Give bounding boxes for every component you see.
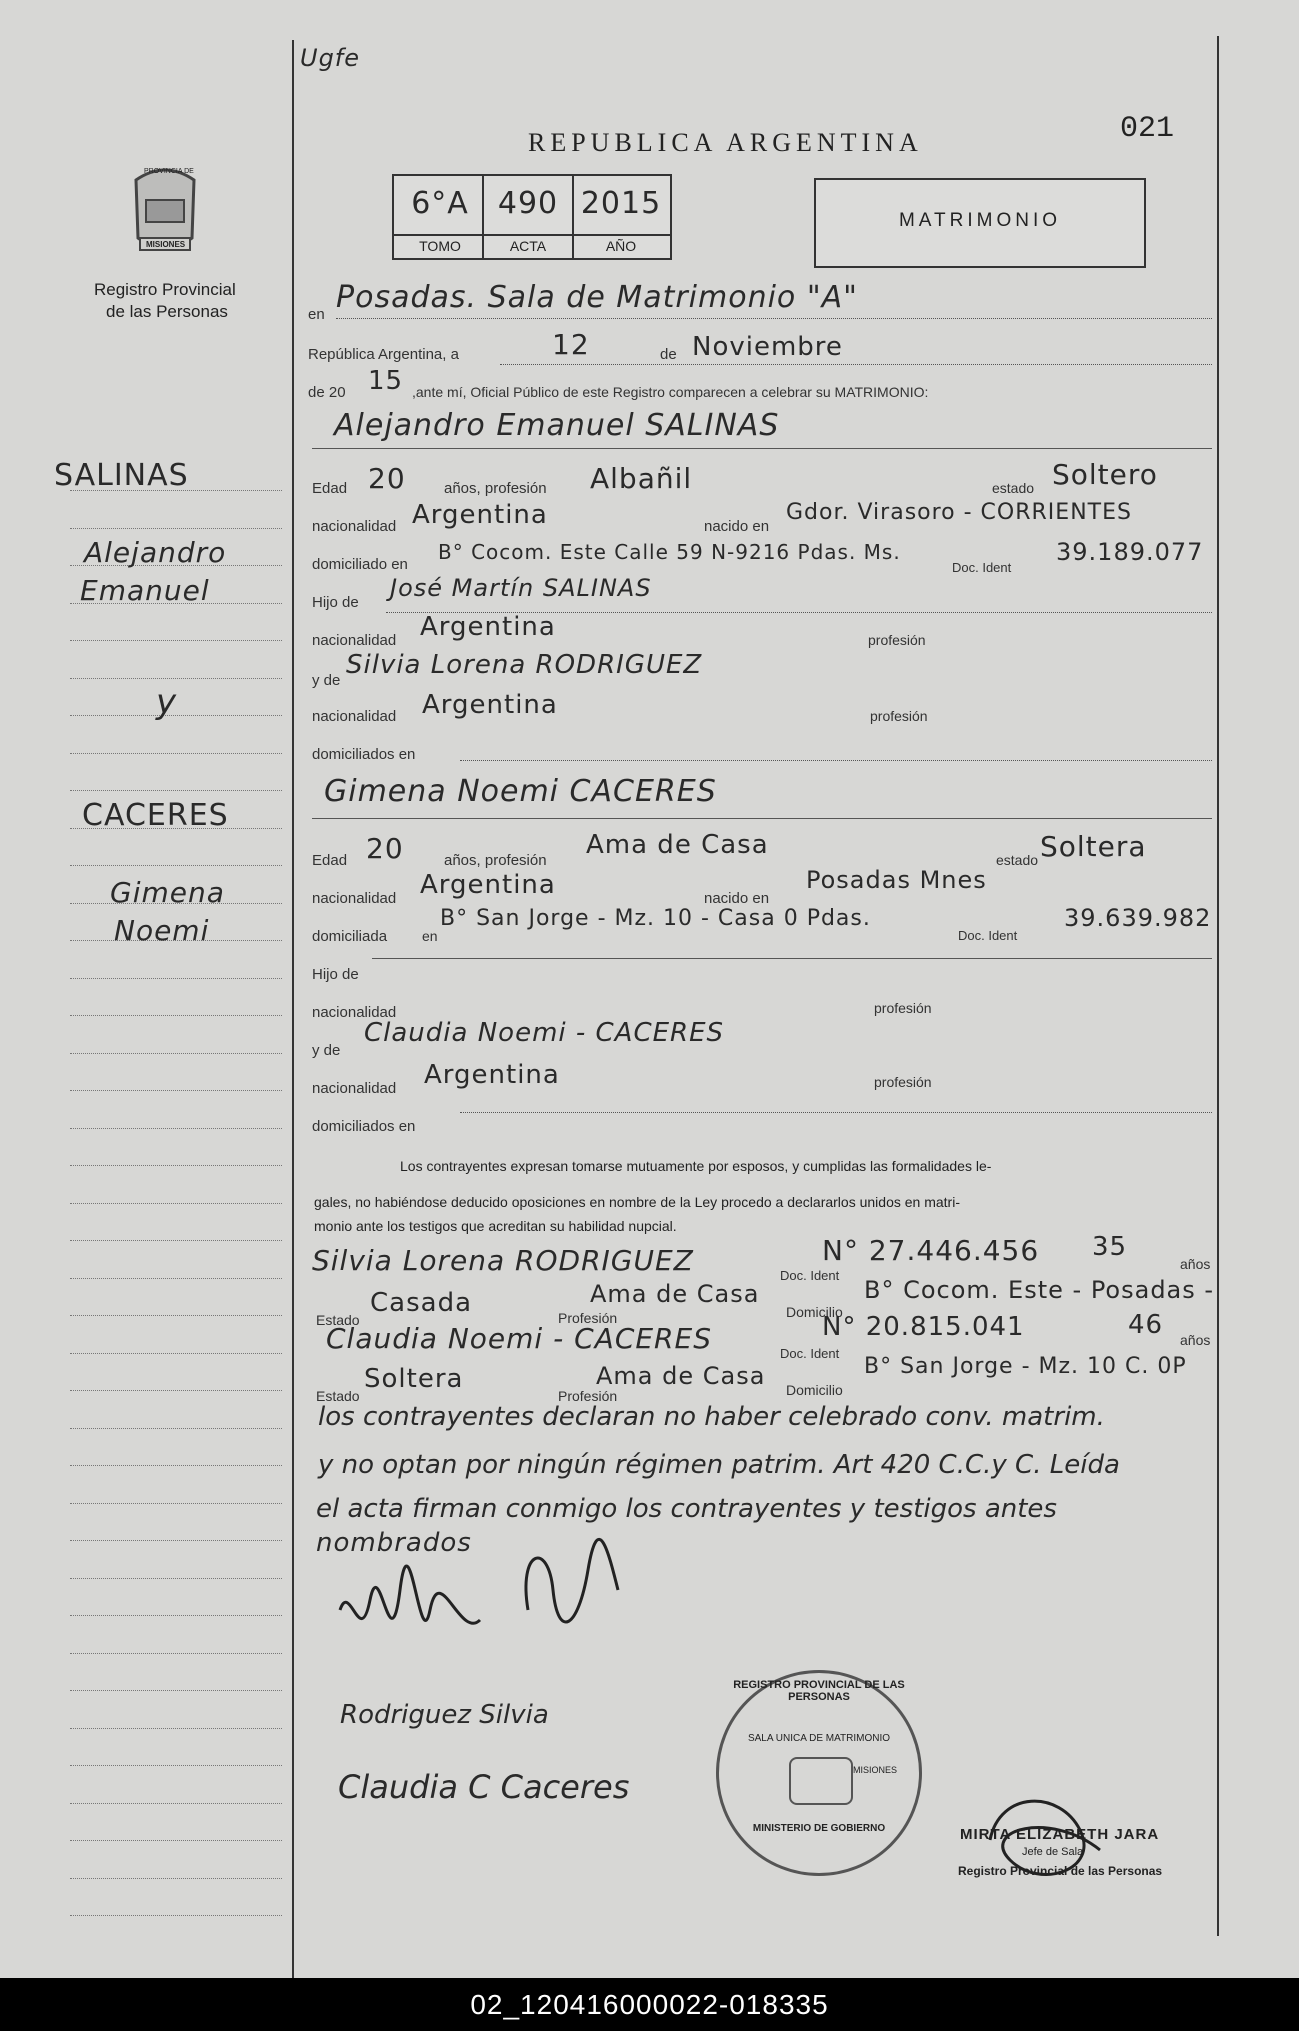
margin-rule	[70, 1353, 282, 1354]
margin-groom-surname: SALINAS	[54, 458, 189, 493]
witness1-signature: Rodriguez Silvia	[340, 1700, 549, 1730]
margin-rule	[70, 790, 282, 791]
statement-line1: Los contrayentes expresan tomarse mutuamente por esposos, y cumplidas las formalidades le-	[400, 1158, 992, 1174]
stamp-inner-bottom: MINISTERIO DE GOBIERNO	[752, 1823, 886, 1834]
label-prof-bride-mother: profesión	[874, 1074, 932, 1090]
witness1-civil-status: Casada	[370, 1288, 473, 1318]
line-place	[336, 318, 1212, 319]
witness2-age: 46	[1128, 1310, 1164, 1340]
margin-rule	[70, 1728, 282, 1729]
margin-groom-given1: Alejandro	[84, 536, 227, 569]
label-nac-father: nacionalidad	[312, 632, 397, 649]
ano-label: AÑO	[605, 238, 637, 254]
label-edad-groom: Edad	[312, 480, 348, 497]
label-domicilio-w1: Domicilio	[786, 1304, 843, 1320]
margin-bride-given2: Noemi	[114, 914, 210, 947]
label-nac-bride-father: nacionalidad	[312, 1004, 397, 1021]
groom-civil-status: Soltero	[1052, 458, 1158, 491]
bride-birthplace: Posadas Mnes	[806, 866, 987, 894]
label-anos-w2: años	[1180, 1332, 1211, 1348]
statement-line3: monio ante los testigos que acreditan su habilidad nupcial.	[314, 1218, 677, 1234]
bride-full-name: Gimena Noemi CACERES	[324, 774, 717, 809]
notes-line3: el acta firman conmigo los contrayentes y testigos antes	[316, 1494, 1057, 1524]
bride-doc-id: 39.639.982	[1064, 904, 1212, 932]
margin-rule	[70, 1465, 282, 1466]
record-box-divider2	[572, 176, 574, 258]
margin-bride-surname: CACERES	[82, 798, 229, 833]
witness1-age: 35	[1092, 1232, 1128, 1262]
label-yde-groom: y de	[312, 672, 341, 689]
act-type-box	[814, 178, 1146, 268]
notes-line1: los contrayentes declaran no haber celebrado conv. matrim.	[318, 1402, 1105, 1432]
bride-signature	[508, 1530, 628, 1640]
bride-domicile: B° San Jorge - Mz. 10 - Casa 0 Pdas.	[440, 906, 871, 931]
margin-rule	[70, 1690, 282, 1691]
line-bride-parents-domicile	[460, 1112, 1212, 1113]
margin-rule	[70, 1053, 282, 1054]
label-prof-w1: Profesión	[558, 1310, 618, 1326]
witness2-doc: N° 20.815.041	[822, 1312, 1025, 1342]
ano-value: 2015	[580, 186, 662, 221]
bride-nationality: Argentina	[420, 870, 556, 900]
groom-signature	[330, 1550, 490, 1680]
line-date	[500, 364, 1212, 365]
label-domiciliados-groom: domiciliados en	[312, 746, 416, 763]
groom-doc-id: 39.189.077	[1056, 538, 1204, 566]
label-domiciliados-bride: domiciliados en	[312, 1118, 416, 1135]
stamp-inner-top: SALA UNICA DE MATRIMONIO	[747, 1733, 891, 1744]
label-anos-prof-bride: años, profesión	[444, 852, 547, 869]
margin-rule	[70, 865, 282, 866]
margin-rule	[70, 1390, 282, 1391]
margin-rule	[70, 1315, 282, 1316]
officer-role: Jefe de Sala	[1022, 1846, 1084, 1858]
witness2-domicile: B° San Jorge - Mz. 10 C. 0P	[864, 1354, 1187, 1379]
act-place: Posadas. Sala de Matrimonio "A"	[336, 280, 858, 315]
notes-line2: y no optan por ningún régimen patrim. Art 420 C.C.y C. Leída	[318, 1450, 1120, 1480]
witness2-profession: Ama de Casa	[596, 1362, 766, 1390]
label-domic-bride: domiciliada	[312, 928, 388, 945]
margin-rule	[70, 1540, 282, 1541]
margin-rule	[70, 1615, 282, 1616]
stamp-ring-text: REGISTRO PROVINCIAL DE LAS PERSONAS	[733, 1679, 905, 1703]
margin-rule	[70, 1765, 282, 1766]
label-doc-w1: Doc. Ident	[780, 1268, 840, 1283]
witness2-civil-status: Soltera	[364, 1364, 464, 1394]
margin-rule	[70, 1128, 282, 1129]
label-estado-w1: Estado	[316, 1312, 360, 1328]
line-groom-name	[312, 448, 1212, 449]
right-border	[1217, 36, 1219, 1936]
label-republica: República Argentina, a	[308, 346, 459, 363]
tomo-label: TOMO	[419, 238, 461, 254]
label-prof-father: profesión	[868, 632, 926, 648]
witness2-signature: Claudia C Caceres	[338, 1768, 630, 1806]
margin-rule	[70, 1803, 282, 1804]
margin-rule	[70, 1090, 282, 1091]
margin-rule	[70, 1165, 282, 1166]
label-nac-groom: nacionalidad	[312, 518, 397, 535]
margin-rule	[70, 1878, 282, 1879]
margin-rule	[70, 753, 282, 754]
label-en-bride: en	[422, 928, 438, 944]
label-domic-groom: domiciliado en	[312, 556, 408, 573]
record-box-label-rule	[394, 234, 670, 236]
line-bride-name	[312, 818, 1212, 819]
stamp-emblem	[789, 1757, 853, 1805]
margin-rule	[70, 1203, 282, 1204]
groom-father-nationality: Argentina	[420, 612, 556, 642]
province-seal	[126, 160, 204, 260]
acta-value: 490	[497, 186, 559, 221]
witness1-doc: N° 27.446.456	[822, 1234, 1040, 1267]
officer-name: MIRTA ELIZABETH JARA	[960, 1826, 1160, 1843]
margin-rule	[70, 528, 282, 529]
label-estado-bride: estado	[996, 852, 1039, 868]
margin-rule	[70, 678, 282, 679]
margin-rule	[70, 640, 282, 641]
bride-mother: Claudia Noemi - CACERES	[364, 1018, 725, 1048]
act-year: 15	[368, 366, 404, 396]
label-de: de	[660, 346, 677, 363]
bride-mother-nationality: Argentina	[424, 1060, 560, 1090]
margin-rule	[70, 1653, 282, 1654]
margin-rule	[70, 1278, 282, 1279]
margin-rule	[70, 1428, 282, 1429]
label-domicilio-w2: Domicilio	[786, 1382, 843, 1398]
label-doc-w2: Doc. Ident	[780, 1346, 840, 1361]
margin-rule	[70, 1503, 282, 1504]
label-prof-w2: Profesión	[558, 1388, 618, 1404]
label-edad-bride: Edad	[312, 852, 348, 869]
label-doc-groom: Doc. Ident	[952, 560, 1012, 575]
act-month: Noviembre	[692, 332, 843, 362]
groom-nationality: Argentina	[412, 500, 548, 530]
record-box	[392, 174, 672, 260]
groom-father: José Martín SALINAS	[390, 574, 652, 602]
groom-domicile: B° Cocom. Este Calle 59 N-9216 Pdas. Ms.	[438, 540, 901, 564]
registry-name-line2: de las Personas	[106, 302, 228, 321]
line-parents-domicile	[460, 760, 1212, 761]
bride-age: 20	[366, 832, 404, 865]
footer-code: 02_120416000022-018335	[0, 1978, 1299, 2031]
margin-groom-given2: Emanuel	[80, 574, 210, 607]
margin-rule	[70, 1915, 282, 1916]
label-nac-mother: nacionalidad	[312, 708, 397, 725]
margin-rule	[70, 978, 282, 979]
groom-mother: Silvia Lorena RODRIGUEZ	[346, 650, 703, 680]
label-estado-w2: Estado	[316, 1388, 360, 1404]
tomo-value: 6°A	[411, 186, 469, 221]
label-doc-bride: Doc. Ident	[958, 928, 1018, 943]
country-title: REPUBLICA ARGENTINA	[528, 128, 923, 157]
act-type: MATRIMONIO	[898, 210, 1062, 231]
label-prof-mother: profesión	[870, 708, 928, 724]
official-round-stamp	[716, 1670, 922, 1876]
label-en: en	[308, 306, 325, 323]
label-nac-bride-mother: nacionalidad	[312, 1080, 397, 1097]
label-anos-prof-groom: años, profesión	[444, 480, 547, 497]
officer-org: Registro Provincial de las Personas	[958, 1864, 1163, 1878]
label-de-20: de 20	[308, 384, 346, 401]
witness1-profession: Ama de Casa	[590, 1280, 760, 1308]
seal-bottom-text: MISIONES	[146, 240, 186, 249]
label-estado-groom: estado	[992, 480, 1035, 496]
margin-rule	[70, 1840, 282, 1841]
acta-label: ACTA	[509, 238, 547, 254]
label-hijo-groom: Hijo de	[312, 594, 359, 611]
groom-mother-nationality: Argentina	[422, 690, 558, 720]
label-ante-mi: ,ante mí, Oficial Público de este Registro comparecen a celebrar su MATRIMONIO:	[412, 384, 929, 400]
stamp-side: MISIONES	[853, 1765, 898, 1775]
label-hijo-bride: Hijo de	[312, 966, 359, 983]
witness1-name: Silvia Lorena RODRIGUEZ	[312, 1244, 694, 1277]
bride-profession: Ama de Casa	[586, 830, 769, 860]
bride-civil-status: Soltera	[1040, 830, 1147, 863]
act-day: 12	[552, 328, 590, 361]
margin-rule	[70, 1240, 282, 1241]
label-nac-bride: nacionalidad	[312, 890, 397, 907]
seal-top-text: PROVINCIA DE	[144, 168, 194, 175]
label-nacido-groom: nacido en	[704, 518, 770, 535]
groom-full-name: Alejandro Emanuel SALINAS	[334, 408, 780, 443]
witness1-domicile: B° Cocom. Este - Posadas -	[864, 1276, 1215, 1304]
top-mark: Ugfe	[300, 44, 361, 72]
record-box-divider1	[482, 176, 484, 258]
registry-name-line1: Registro Provincial	[94, 280, 236, 299]
label-anos-w1: años	[1180, 1256, 1211, 1272]
groom-age: 20	[368, 462, 406, 495]
groom-birthplace: Gdor. Virasoro - CORRIENTES	[786, 500, 1132, 525]
margin-conjunction: y	[156, 682, 178, 722]
label-prof-bride-father: profesión	[874, 1000, 932, 1016]
groom-profession: Albañil	[590, 462, 693, 495]
margin-rule	[70, 1015, 282, 1016]
page-number: 021	[1120, 112, 1175, 146]
margin-divider	[292, 40, 294, 1978]
label-yde-bride: y de	[312, 1042, 341, 1059]
label-nacido-bride: nacido en	[704, 890, 770, 907]
statement-line2: gales, no habiéndose deducido oposiciones en nombre de la Ley procedo a declararlos unidos en matri-	[314, 1194, 960, 1210]
witness2-name: Claudia Noemi - CACERES	[326, 1322, 712, 1355]
notes-line4: nombrados	[316, 1528, 472, 1558]
margin-rule	[70, 1578, 282, 1579]
margin-bride-given1: Gimena	[110, 876, 225, 909]
line-bride-father	[372, 958, 1212, 959]
